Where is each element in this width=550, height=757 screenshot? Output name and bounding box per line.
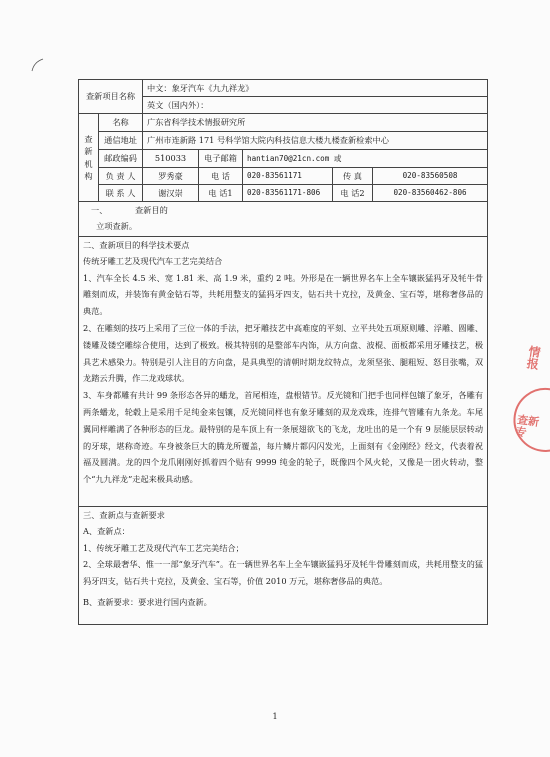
phone-value: 020-83561171 [243, 168, 333, 185]
institution-side-label: 查 新 机 构 [79, 114, 99, 202]
project-english-name: 英文（国内外）： [143, 97, 488, 114]
contact-value: 谢汉崇 [143, 185, 199, 202]
search-points-subtitle: A、查新点： [83, 525, 130, 536]
search-point-item: 2、全球最奢华、惟一一部“象牙汽车”。在一辆世界名车上全车镶嵌猛犸牙及牦牛骨雕刻而成，共耗用整支的猛犸牙四支，钻石共十克拉，及黄金、宝石等，价值 2010 万元，堪称奢侈品的典范。 [83, 559, 484, 587]
section-purpose-body: 立项查新。 [96, 221, 138, 231]
section-search-requirements [79, 506, 488, 624]
contact-phone1-value: 020-83561171-806 [243, 185, 333, 202]
contact-phone2-value: 020-83560462-806 [373, 185, 488, 202]
page-number: 1 [272, 712, 278, 721]
address-value: 广州市连新路 171 号科学馆大院内科技信息大楼九楼查新检索中心 [143, 132, 488, 150]
project-name-label: 查新项目名称 [79, 80, 143, 114]
red-seal-stamp: 情报 查新专 [509, 344, 550, 458]
scan-mark [31, 58, 45, 72]
project-chinese-name: 中文：象牙汽车《九九祥龙》 [143, 80, 488, 97]
phone-label: 电 话 [199, 168, 243, 185]
section-tech-points [79, 236, 488, 506]
institution-name: 广东省科学技术情报研究所 [143, 114, 488, 132]
contact-label: 联 系 人 [99, 185, 143, 202]
tech-point-paragraph: 2、在雕刻的技巧上采用了三位一体的手法，把牙雕技艺中高难度的平刻、立平共处五项原则雕、浮雕、圆雕、镂雕及镂空雕综合使用，达到了极致。极其特别的是整部车内饰，从方向盘、波棍、面板都采用牙雕技艺，极具艺术感染力。特别是引人注目的方向盘，是具典型的清朝时期龙纹特点，龙须坚张、腿粗短、怒目张嘴，双龙踏云升腾，作二龙戏球状。 [83, 322, 484, 384]
fax-label: 传 真 [333, 168, 373, 185]
phone2-label: 电 话2 [333, 185, 373, 202]
search-requirement: B、查新要求：要求进行国内查新。 [83, 596, 212, 607]
section-requirements-title: 三、查新点与查新要求 [83, 509, 165, 520]
institution-name-label: 名称 [99, 114, 143, 132]
section-purpose-title: 查新目的 [135, 205, 168, 215]
search-point-item: 1、传统牙雕工艺及现代汽车工艺完美结合； [83, 542, 244, 553]
tech-point-paragraph: 3、车身都雕有共计 99 条形态各异的蟠龙，首尾相连，盘根错节。反光镜和门把手也同样包镶了象牙，各雕有两条蟠龙，轮毂上是采用千足纯金来包镶，反光镜同样也有象牙雕刻的双龙戏珠，连排气管雕有九条龙。车尾翼同样雕满了各种形态的巨龙。最特别的是车顶上有一条展翅欲飞的飞龙，龙吐出的是一个有 9 层能层层转动的牙球，堪称奇迹。车身被条巨大的腾龙所覆盖，每片鳞片都闪闪发光，上面刻有《金刚经》经文，代表着祝福及圆满。龙的四个龙爪刚刚好抓着四个贴有 9999 纯金的轮子，既像四个风火轮，又像是一团火转动，整个“九九祥龙”走起来极具动感。 [83, 390, 484, 485]
phone1-label: 电 话1 [199, 185, 243, 202]
address-label: 通信地址 [99, 132, 143, 150]
person-in-charge-value: 罗秀豪 [143, 168, 199, 185]
postcode-label: 邮政编码 [99, 150, 143, 168]
section-purpose [79, 202, 488, 237]
section-tech-points-title: 二、查新项目的科学技术要点 [83, 239, 190, 250]
postcode-value: 510033 [143, 150, 199, 168]
novelty-search-form [78, 79, 488, 625]
tech-point-paragraph: 1、汽车全长 4.5 米、宽 1.81 米、高 1.9 米，重约 2 吨。外形是在一辆世界名车上全车镶嵌猛犸牙及牦牛骨雕刻而成，并装饰有黄金钻石等，共耗用整支的猛犸牙四支，钻石共十克拉，及黄金、宝石等，堪称奢侈品的典范。 [83, 272, 484, 317]
section-tech-points-subtitle: 传统牙雕工艺及现代汽车工艺完美结合 [83, 255, 223, 266]
person-in-charge-label: 负 责 人 [99, 168, 143, 185]
email-label: 电子邮箱 [199, 150, 243, 168]
email-value: hantian70@21cn.com 或 [243, 150, 488, 168]
section-purpose-number: 一、 [91, 205, 108, 215]
fax-value: 020-83560508 [373, 168, 488, 185]
